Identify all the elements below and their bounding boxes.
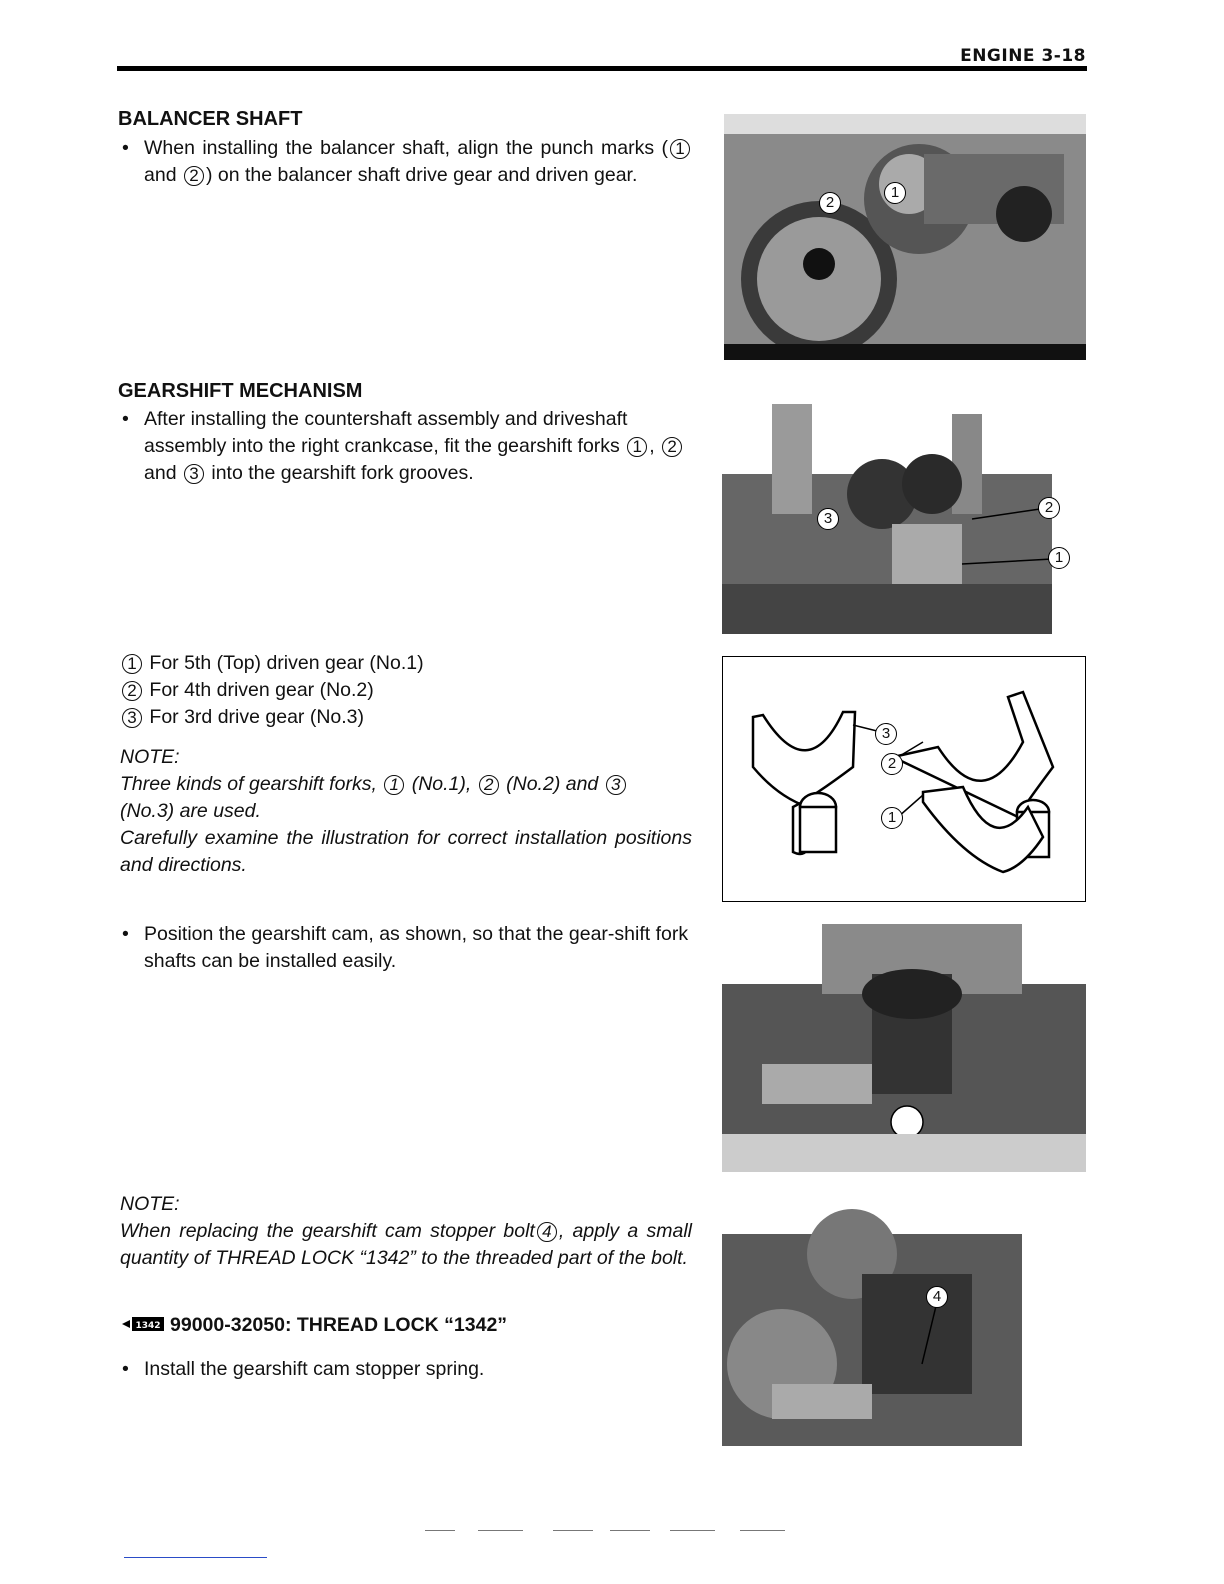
gearshift-cam-photo [722,924,1086,1172]
stopper-photo-art [722,1194,1086,1446]
footer-dash [610,1530,650,1531]
callout-number: 3 [606,775,626,795]
callout-number: 3 [184,464,204,484]
footer-dash [425,1530,455,1531]
footer-link-underline[interactable] [124,1557,267,1558]
note-1-body: Three kinds of gearshift forks, 1 (No.1), 2 (No.2) and 3 (No.3) are used. Carefully examine the illustration for correct installation positions and directions. [120,773,692,876]
page-header-label: ENGINE 3-18 [960,46,1086,66]
forks-illustration [723,657,1085,901]
photo-callout: 2 [1038,497,1060,519]
callout-number: 1 [384,775,404,795]
callout-number: 1 [627,437,647,457]
footer-dash [478,1530,523,1531]
callout-number: 2 [479,775,499,795]
fork-item-3: 3 For 3rd drive gear (No.3) [120,704,692,731]
balancer-heading: BALANCER SHAFT [118,108,303,130]
footer-dash [740,1530,785,1531]
cam-stopper-photo [722,1194,1086,1446]
fork-item-1: 1 For 5th (Top) driven gear (No.1) [120,650,692,677]
callout-number: 3 [122,708,142,728]
cam-photo-art [722,924,1086,1172]
bullet-dot: • [122,1358,129,1380]
photo-callout: 3 [817,508,839,530]
gearshift-forks-photo [722,384,1084,634]
gearshift-photo-art [722,384,1084,634]
fork-item-2: 2 For 4th driven gear (No.2) [120,677,692,704]
gearshift-forks-diagram [722,656,1086,902]
balancer-photo-art [724,114,1086,360]
footer-dash [553,1530,593,1531]
bullet-dot: • [122,408,129,430]
spring-bullet: • Install the gearshift cam stopper spring. [120,1356,692,1383]
diagram-callout: 1 [881,807,903,829]
thread-lock-spec: 1342 99000-32050: THREAD LOCK “1342” [120,1314,507,1337]
callout-number: 1 [122,654,142,674]
diagram-callout: 2 [881,753,903,775]
callout-number: 2 [662,437,682,457]
photo-callout: 1 [1048,547,1070,569]
callout-number: 4 [537,1222,557,1242]
photo-callout: 1 [884,182,906,204]
note-2-title: NOTE: [120,1193,180,1215]
footer-dash [670,1530,715,1531]
header-rule [117,66,1087,71]
cam-bullet: • Position the gearshift cam, as shown, so that the gear-shift fork shafts can be installed easily. [122,923,689,972]
thread-lock-icon [120,1315,166,1333]
photo-callout: 2 [819,192,841,214]
diagram-callout: 3 [875,723,897,745]
photo-callout: 4 [926,1286,948,1308]
balancer-bullet: • When installing the balancer shaft, align the punch marks ( 1 and 2 ) on the balancer shaft drive gear and driven gear. [120,135,692,189]
gearshift-heading: GEARSHIFT MECHANISM [118,380,363,402]
gearshift-bullet: • After installing the countershaft assembly and driveshaft assembly into the right crankcase, fit the gearshift forks 1 , 2 and 3 into the gearshift fork grooves. [120,406,692,487]
bullet-dot: • [122,923,129,945]
note-1-title: NOTE: [120,746,180,768]
bullet-dot: • [122,137,129,159]
balancer-shaft-photo [724,114,1086,360]
callout-number: 2 [122,681,142,701]
note-2-body: When replacing the gearshift cam stopper bolt 4 , apply a small quantity of THREAD LOCK “1342” to the threaded part of the bolt. [120,1220,692,1269]
callout-number: 1 [670,139,690,159]
thread-lock-icon-text: 1342 [135,1321,161,1331]
callout-number: 2 [184,166,204,186]
